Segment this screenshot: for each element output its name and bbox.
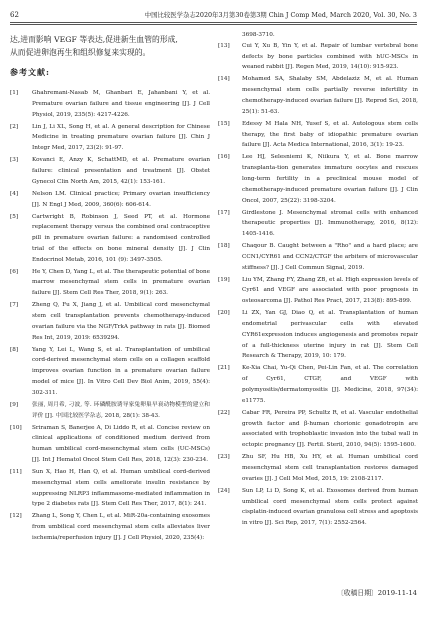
reference-number: [2] bbox=[10, 123, 19, 130]
reference-number: [20] bbox=[218, 310, 230, 317]
reference-entry bbox=[218, 74, 418, 117]
reference-number: [9] bbox=[10, 401, 19, 408]
body-text-line: 达,进而影响 VEGF 等表达,促进新生血管的形成, bbox=[10, 35, 178, 44]
reference-entry bbox=[10, 88, 210, 120]
reference-text: 张丽, 周月希, 刁波, 等. 环磷酰胺诱导家兔卵巢早衰动物模型的建立和评价 [J]. 中国比较医学杂志, 2018, 28(1): 38-43. bbox=[32, 401, 210, 419]
reference-number: [12] bbox=[10, 513, 22, 520]
reference-entry bbox=[218, 308, 418, 362]
reference-text: Yang Y, Lei L, Wang S, et al. Transplantation of umbilical cord-derived mesenchymal stem cells on a collagen scaffold improves ovarian function in a premature ovarian failure model of mice [J]. In Vitro Cell Dev Biol Anim, 2019, 55(4): 302-311. bbox=[32, 346, 210, 396]
reference-entry bbox=[10, 511, 210, 543]
reference-text: Edessy M Hala NH, Yusef S, et al. Autologous stem cells therapy, the first baby of idiopathic premature ovarian failure [J]. Acta Medica International, 2016, 3(1): 19-23. bbox=[242, 120, 418, 149]
reference-number: [15] bbox=[218, 120, 230, 127]
reference-text: Zhu SF, Hu HB, Xu HY, et al. Human umbilical cord mesenchymal stem cell transplantation restores damaged ovaries [J]. J Cell Mol Med, 2015, 19: 2108-2117. bbox=[242, 454, 418, 482]
reference-number: [10] bbox=[10, 424, 22, 431]
reference-number: [21] bbox=[218, 365, 230, 372]
reference-entry bbox=[218, 152, 418, 206]
reference-number: [17] bbox=[218, 209, 230, 216]
reference-entry bbox=[10, 212, 210, 266]
reference-entry bbox=[10, 423, 210, 466]
reference-entry bbox=[10, 467, 210, 510]
page-number: 62 bbox=[10, 11, 19, 19]
reference-entry bbox=[218, 363, 418, 406]
reference-number: [5] bbox=[10, 213, 19, 220]
header-rule-lower bbox=[10, 24, 417, 25]
reference-entry bbox=[10, 400, 210, 422]
reference-text: Ke-Xia Chai, Yu-Qi Chen, Pei-Lin Fan, et al. The correlation of Cyr61, CTGF, and VEGF with polymyositis/dermatomyositis [J]. Medicine, 2018, 97(34): e11775. bbox=[242, 365, 418, 404]
reference-entry bbox=[218, 408, 418, 451]
reference-entry bbox=[218, 486, 418, 529]
reference-text: Cabar FR, Pereira PP, Schultz R, et al. Vascular endothelial growth factor and β-human chorionic gonadotropin are associated with trophoblastic invasion into the tubal wall in ectopic pregnancy [J]. Fertil. Steril, 2010, 94(5): 1595-1600. bbox=[242, 409, 418, 449]
reference-number: [7] bbox=[10, 302, 19, 309]
reference-entry bbox=[10, 345, 210, 399]
reference-number: [6] bbox=[10, 268, 19, 275]
reference-text: Lee HJ, Selesniemi K, Niikura Y, et al. Bone marrow transplanta-tion generates immature oocytes and rescues long-term fertility in a preclinical mouse model of chemotherapy-induced premature ovarian failure [J]. J Clin Oncol, 2007, 25(22): 3198-3204. bbox=[242, 154, 418, 204]
reference-text: Ghahremani-Nasab M, Ghanbari E, Jahanbani Y, et al. Premature ovarian failure and tissue engineering [J]. J Cell Physiol, 2019, 235(5): 4217-4226. bbox=[32, 90, 210, 118]
reference-entry bbox=[218, 275, 418, 307]
references-left-column bbox=[10, 88, 210, 545]
reference-number: [13] bbox=[218, 42, 230, 49]
header-rule-upper bbox=[10, 22, 417, 23]
reference-number: [16] bbox=[218, 154, 230, 161]
reference-number: [8] bbox=[10, 346, 19, 353]
references-heading: 参考文献: bbox=[10, 67, 50, 77]
received-date: 〔收稿日期〕2019-11-14 bbox=[337, 589, 417, 597]
reference-entry bbox=[10, 267, 210, 299]
reference-text: Chaqour B. Caught between a "Rho" and a hard place; are CCN1/CYR61 and CCN2/CTGF the arbiters of microvascular stiffness? [J]. J Cell Commun Signal, 2019. bbox=[242, 243, 418, 271]
reference-number: [24] bbox=[218, 487, 230, 494]
reference-entry bbox=[10, 155, 210, 187]
reference-text: He Y, Chen D, Yang L, et al. The therapeutic potential of bone marrow mesenchymal stem cells in premature ovarian failure [J]. Stem Cell Res Ther, 2018, 9(1): 263. bbox=[32, 268, 210, 297]
reference-text: Sriraman S, Banerjee A, Di Liddo R, et al. Concise review on clinical applications of conditioned medium derived from human umbilical cord-mesenchymal stem cells (UC-MSCs) [J]. Int J Hematol Oncol Stem Cell Res, 2018, 12(3): 230-234. bbox=[32, 424, 210, 463]
reference-number: [14] bbox=[218, 76, 230, 83]
reference-text: Zheng Q, Fu X, Jiang J, et al. Umbilical cord mesenchymal stem cell transplantation prevents chemotherapy-induced ovarian failure via the NGF/TrkA pathway in rats [J]. Biomed Res Int, 2019, 2019: 6539294. bbox=[32, 302, 210, 341]
reference-text: Li ZX, Yan GJ, Diao Q, et al. Transplantation of human endometrial perivascular cells with elevated CYR61expression induces angiogenesis and promotes repair of a full-thickness uterine injury in rat [J]. Stem Cell Research & Therapy, 2019, 10: 179. bbox=[242, 310, 418, 360]
reference-number: [18] bbox=[218, 243, 230, 250]
reference-entry bbox=[218, 41, 418, 73]
reference-number: [3] bbox=[10, 157, 19, 164]
body-text-line: 从而促进卵泡再生和组织修复来实现的。 bbox=[10, 48, 151, 57]
reference-number: [22] bbox=[218, 409, 230, 416]
reference-number: [19] bbox=[218, 276, 230, 283]
reference-entry bbox=[218, 241, 418, 273]
reference-text: Sun X, Hao H, Han Q, et al. Human umbilical cord-derived mesenchymal stem cells ameliorate insulin resistance by suppressing NLRP3 inflammasome-mediated inflammation in type 2 diabetes rats [J]. Stem Cell Res Ther, 2017, 8(1): 241. bbox=[32, 468, 210, 508]
reference-text: Zhang L, Song Y, Chen L, et al. MiR-20a-containing exosomes from umbilical cord mesenchymal stem cells alleviates liver ischemia/reperfusion injury [J]. J Cell Physiol, 2020, 235(4): bbox=[32, 513, 210, 541]
reference-text: Liu YM, Zhang FY, Zhang ZB, et al. High expression levels of Cyr61 and VEGF are associated with poor prognosis in osteosarcoma [J]. Pathol Res Pract, 2017, 213(8): 895-899. bbox=[242, 276, 418, 305]
reference-entry bbox=[218, 119, 418, 151]
reference-text: Mohamed SA, Shalaby SM, Abdelaziz M, et al. Human mesenchymal stem cells partially reverse infertility in chemotherapy-induced ovarian failure [J]. Reprod Sci, 2018, 25(1): 51-63. bbox=[242, 76, 418, 115]
running-header bbox=[10, 9, 417, 21]
reference-text: Girdlestone J. Mesenchymal stromal cells with enhanced therapeutic properties [J]. Immunotherapy, 2016, 8(12): 1405-1416. bbox=[242, 209, 418, 238]
journal-citation-line: 中国比较医学杂志2020年3月第30卷第3期 Chin J Comp Med, March 2020, Vol. 30, No. 3 bbox=[144, 11, 417, 19]
reference-number: [1] bbox=[10, 90, 19, 96]
reference-number: [4] bbox=[10, 190, 19, 197]
reference-text: Cui Y, Xu B, Yin Y, et al. Repair of lumbar vertebral bone defects by bone particles combined with hUC-MSCs in weaned rabbit [J]. Regen Med, 2019, 14(10): 915-923. bbox=[242, 42, 418, 71]
reference-number: [23] bbox=[218, 454, 230, 461]
reference-entry bbox=[218, 208, 418, 240]
reference-entry bbox=[10, 189, 210, 211]
references-right-column bbox=[218, 30, 418, 530]
reference-text: Lin J, Li XL, Song H, et al. A general description for Chinese Medicine in treating premature ovarian failure [J]. Chin J Integr Med, 2017, 23(2): 91-97. bbox=[32, 123, 210, 152]
reference-entry bbox=[218, 452, 418, 484]
reference-number: [11] bbox=[10, 468, 22, 475]
reference-continuation: 3698-3710. bbox=[242, 32, 275, 38]
body-text-ending bbox=[10, 33, 210, 59]
reference-entry bbox=[10, 122, 210, 154]
reference-text: Cartwright B, Robinson J, Seed PT, et al. Hormone replacement therapy versus the combined oral contraceptive pill in premature ovarian failure: a randomised controlled trial of the effects on bone mineral density [J]. J Clin Endocrinol Metab, 2016, 101 (9): 3497-3505. bbox=[32, 213, 210, 263]
reference-text: Kovanci E, Anzy K, SchattMD, et al. Premature ovarian failure: clinical presentation and treatment [J]. Obstet Gynecol Clin North Am, 2015, 42(1): 153-161. bbox=[32, 157, 210, 185]
reference-text: Sun LP, Li D, Song K, et al. Exosomes derived from human umbilical cord mesenchymal stem cells protect against cisplatin-induced ovarian granulosa cell stress and apoptosis in vitro [J]. Sci Rep, 2017, 7(1): 2552-2564. bbox=[242, 487, 419, 527]
reference-entry bbox=[10, 300, 210, 343]
reference-text: Nelson LM. Clinical practice; Primary ovarian insufficiency [J]. N Engl J Med, 2009, 360(6): 606-614. bbox=[32, 190, 210, 208]
